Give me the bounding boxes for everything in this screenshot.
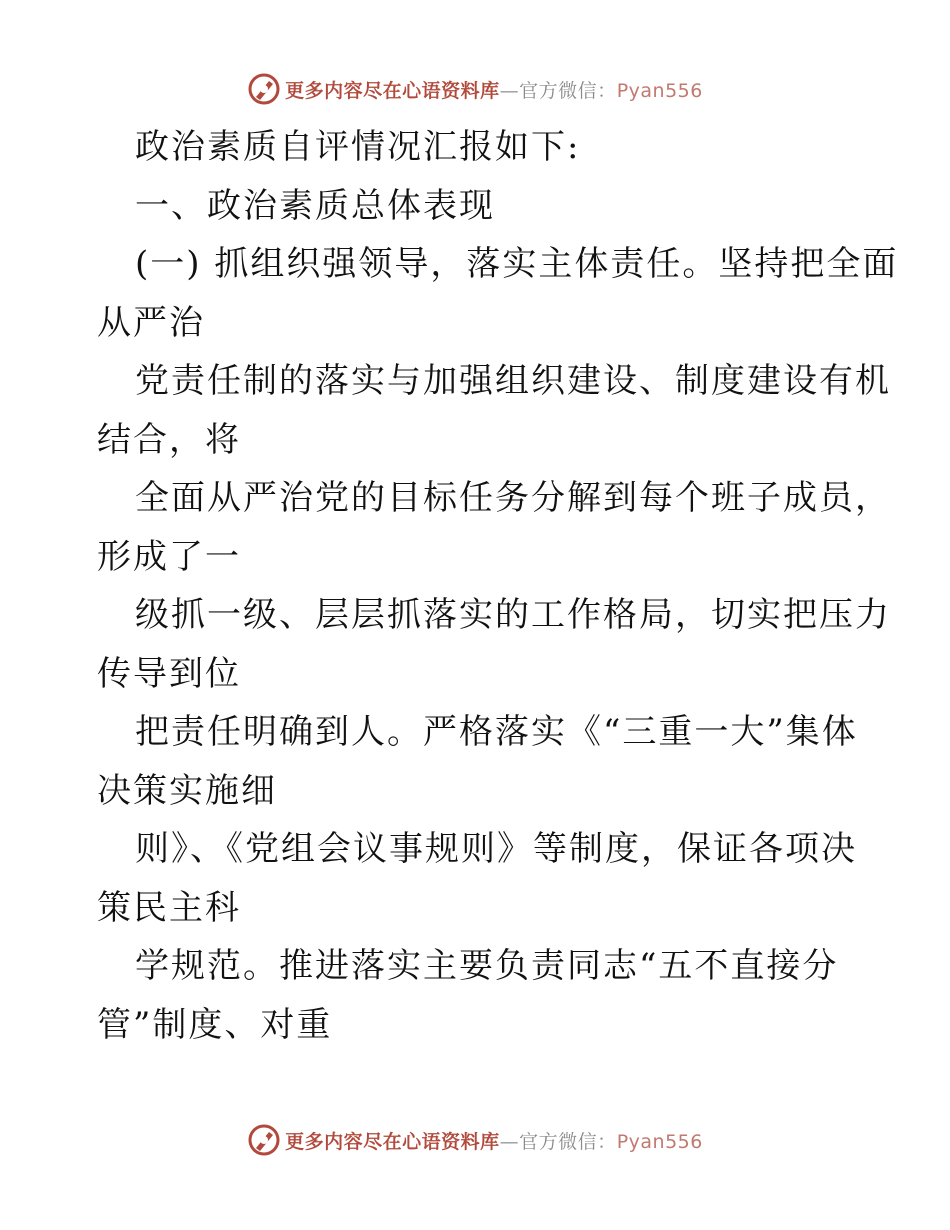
- watermark-brand: 更多内容尽在心语资料库: [285, 79, 500, 102]
- doc-line: 从严治: [97, 302, 205, 343]
- doc-line: 则》、《党组会议事规则》等制度，保证各项决: [135, 829, 857, 869]
- doc-line: 形成了一: [97, 536, 241, 577]
- header-watermark: [0, 72, 950, 106]
- doc-line: 全面从严治党的目标任务分解到每个班子成员，: [135, 478, 891, 518]
- watermark-wechat-id: Pyan556: [616, 1130, 703, 1153]
- doc-line: 结合，将: [97, 419, 241, 460]
- doc-line: 把责任明确到人。严格落实《“三重一大”集体: [135, 712, 858, 752]
- document-body: [97, 118, 899, 1054]
- doc-line: 政治素质自评情况汇报如下:: [135, 127, 581, 167]
- pen-logo-icon: [247, 1123, 281, 1157]
- watermark-wechat-id: Pyan556: [616, 79, 703, 102]
- watermark-brand: 更多内容尽在心语资料库: [285, 1130, 500, 1153]
- doc-line: 管”制度、对重: [97, 1004, 333, 1045]
- footer-watermark: [0, 1123, 950, 1157]
- watermark-wechat-label: 官方微信：: [519, 79, 617, 102]
- watermark-text: [285, 1127, 703, 1154]
- pen-logo-icon: [247, 72, 281, 106]
- doc-line: 传导到位: [97, 653, 241, 694]
- watermark-text: [285, 76, 703, 103]
- watermark-wechat-label: 官方微信：: [519, 1130, 617, 1153]
- doc-line: 策民主科: [97, 887, 241, 928]
- doc-line: 党责任制的落实与加强组织建设、制度建设有机: [135, 361, 891, 401]
- doc-line: 学规范。推进落实主要负责同志“五不直接分: [135, 946, 839, 986]
- doc-line: 级抓一级、层层抓落实的工作格局，切实把压力: [135, 595, 891, 635]
- watermark-separator: —: [499, 1130, 520, 1153]
- doc-line: (一) 抓组织强领导，落实主体责任。坚持把全面: [135, 244, 899, 284]
- doc-line: 决策实施细: [97, 770, 277, 811]
- watermark-separator: —: [499, 79, 520, 102]
- doc-line: 一、政治素质总体表现: [135, 185, 495, 226]
